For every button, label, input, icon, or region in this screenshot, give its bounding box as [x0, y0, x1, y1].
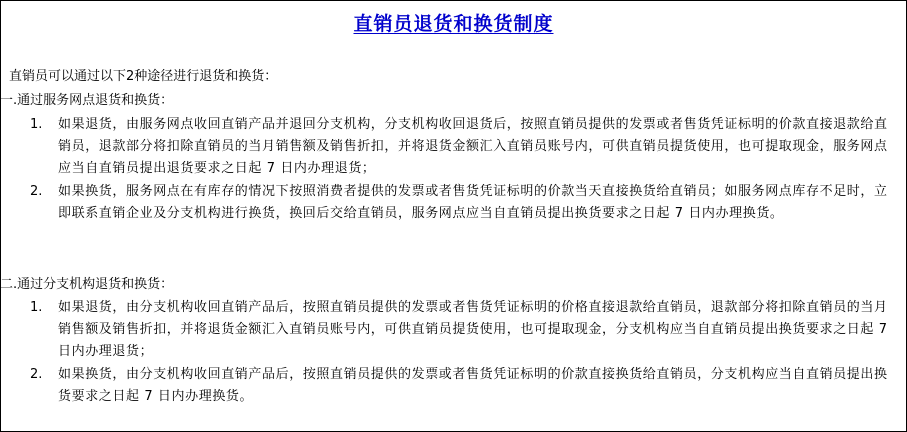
item-number: 1. — [30, 300, 43, 315]
section-heading-branch: 二.通过分支机构退货和换货： — [0, 277, 174, 292]
list-item — [25, 364, 895, 408]
intro-text: 直销员可以通过以下2种途径进行退货和换货： — [9, 69, 278, 84]
item-text: 如果换货，服务网点在有库存的情况下按照消费者提供的发票或者售货凭证标明的价款当天直接换货给直销员；如服务网点库存不足时，立即联系直销企业及分支机构进行换货，换回后交给直销员，服务网点应当自直销员提出换货要求之日起 7 日内办理换货。 — [58, 184, 888, 221]
list-item — [25, 181, 895, 225]
item-text: 如果换货，由分支机构收回直销产品后，按照直销员提供的发票或者售货凭证标明的价款直接换货给直销员，分支机构应当自直销员提出换货要求之日起 7 日内办理换货。 — [58, 367, 888, 404]
item-text: 如果退货，由分支机构收回直销产品后，按照直销员提供的发票或者售货凭证标明的价格直接退款给直销员，退款部分将扣除直销员的当月销售额及销售折扣，并将退货金额汇入直销员账号内，可供直销员提货使用，也可提取现金，分支机构应当自直销员提出换货要求之日起 7 日内办理退货； — [58, 300, 888, 359]
list-item — [25, 297, 895, 363]
item-number: 1. — [30, 117, 43, 132]
page-title: 直销员退货和换货制度 — [353, 13, 554, 35]
section-heading-service-outlet: 一.通过服务网点退货和换货： — [0, 93, 174, 108]
item-text: 如果退货，由服务网点收回直销产品并退回分支机构，分支机构收回退货后，按照直销员提供的发票或者售货凭证标明的价款直接退款给直销员，退款部分将扣除直销员的当月销售额及销售折扣，并将退货金额汇入直销员账号内，可供直销员提货使用，也可提取现金，服务网点应当自直销员提出退货要求之日起 7 日内办理退货； — [58, 117, 888, 176]
list-item — [25, 114, 895, 180]
item-number: 2. — [30, 184, 43, 199]
item-number: 2. — [30, 367, 43, 382]
